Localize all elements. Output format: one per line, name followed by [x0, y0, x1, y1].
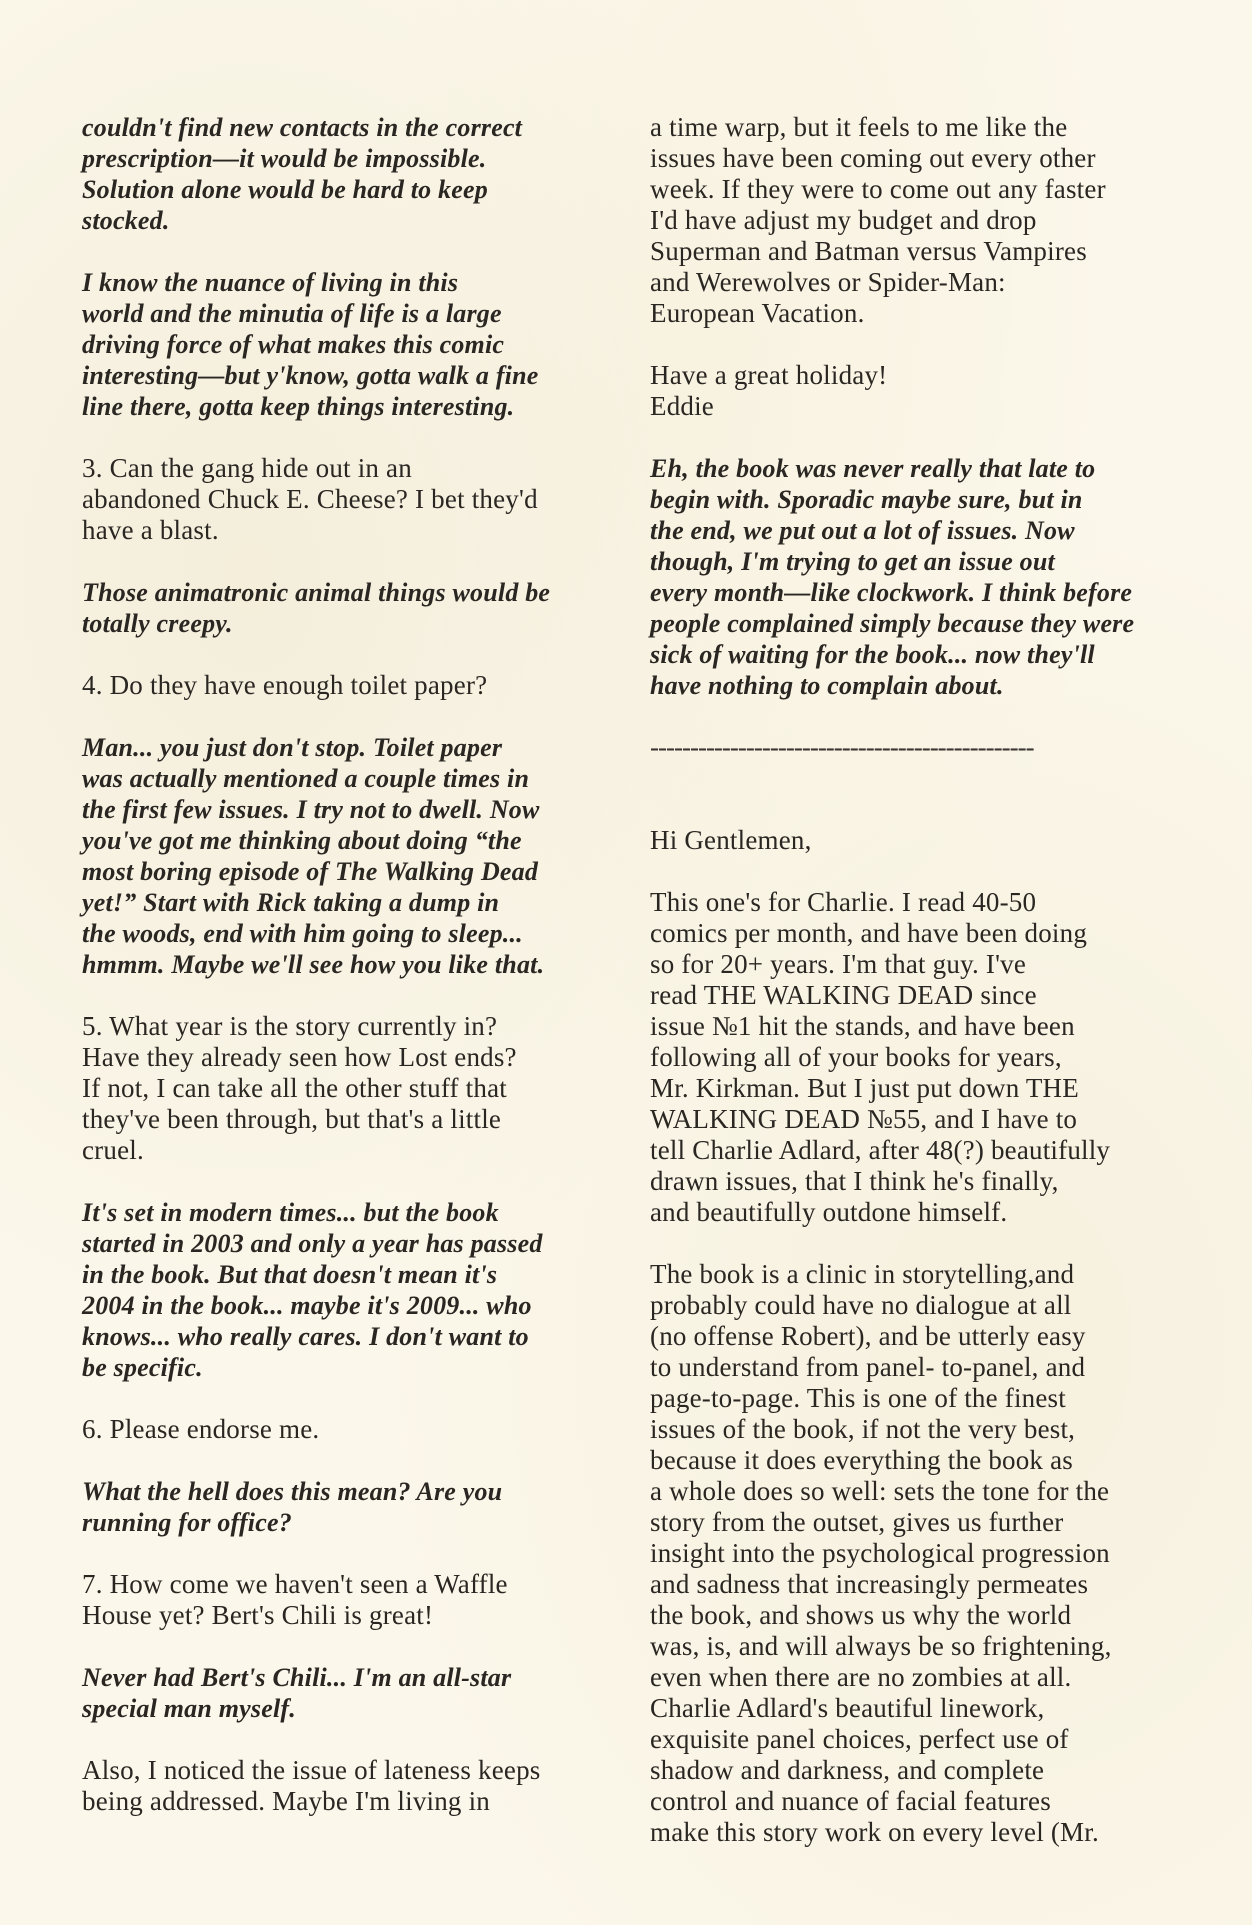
text-line: a whole does so well: sets the tone for the: [650, 1476, 1110, 1506]
text-line: shadow and darkness, and complete: [650, 1755, 1045, 1785]
text-line: issues of the book, if not the very best,: [650, 1414, 1076, 1444]
text-line: knows... who really cares. I don't want to: [82, 1322, 529, 1351]
text-line: House yet? Bert's Chili is great!: [82, 1600, 434, 1630]
text-line: exquisite panel choices, perfect use of: [650, 1724, 1069, 1754]
text-line: issues have been coming out every other: [650, 143, 1096, 173]
text-line: Charlie Adlard's beautiful linework,: [650, 1693, 1045, 1723]
text-line: line there, gotta keep things interesting.: [82, 392, 515, 421]
text-line: to understand from panel- to-panel, and: [650, 1352, 1086, 1382]
text-line: world and the minutia of life is a large: [82, 299, 502, 328]
text-line: have a blast.: [82, 515, 219, 545]
text-line: 2004 in the book... maybe it's 2009... who: [82, 1291, 532, 1320]
text-line: page-to-page. This is one of the finest: [650, 1383, 1066, 1413]
text-line: Mr. Kirkman. But I just put down THE: [650, 1073, 1079, 1103]
reader-letter-paragraph: [82, 1414, 602, 1445]
text-line: Eddie: [650, 391, 714, 421]
text-line: and beautifully outdone himself.: [650, 1197, 1008, 1227]
text-line: comics per month, and have been doing: [650, 918, 1088, 948]
text-line: yet!” Start with Rick taking a dump in: [82, 888, 500, 917]
text-line: the end, we put out a lot of issues. Now: [650, 516, 1075, 545]
text-line: couldn't find new contacts in the correct: [82, 113, 523, 142]
text-line: insight into the psychological progression: [650, 1538, 1110, 1568]
text-line: probably could have no dialogue at all: [650, 1290, 1072, 1320]
reader-letter-paragraph: [82, 1569, 602, 1631]
editor-reply-paragraph: [82, 1197, 602, 1383]
text-line: 4. Do they have enough toilet paper?: [82, 670, 488, 700]
text-line: Never had Bert's Chili... I'm an all-star: [82, 1663, 512, 1692]
text-line: control and nuance of facial features: [650, 1786, 1051, 1816]
text-line: being addressed. Maybe I'm living in: [82, 1786, 490, 1816]
text-line: special man myself.: [82, 1694, 296, 1723]
text-line: cruel.: [82, 1135, 144, 1165]
text-line: I know the nuance of living in this: [82, 268, 459, 297]
text-line: 3. Can the gang hide out in an: [82, 453, 412, 483]
editor-reply-paragraph: [82, 267, 602, 422]
text-line: following all of your books for years,: [650, 1042, 1062, 1072]
section-divider: ------------------------------------------------: [650, 732, 1034, 762]
text-line: so for 20+ years. I'm that guy. I've: [650, 949, 1027, 979]
reader-letter-paragraph: [82, 1755, 602, 1817]
text-line: drawn issues, that I think he's finally,: [650, 1166, 1059, 1196]
text-line: Also, I noticed the issue of lateness keeps: [82, 1755, 541, 1785]
text-line: week. If they were to come out any faster: [650, 174, 1106, 204]
text-line: Those animatronic animal things would be: [82, 578, 551, 607]
text-line: stocked.: [82, 206, 170, 235]
text-line: prescription—it would be impossible.: [82, 144, 487, 173]
text-line: Solution alone would be hard to keep: [82, 175, 488, 204]
right-column: [650, 112, 1180, 1848]
text-line: they've been through, but that's a little: [82, 1104, 502, 1134]
text-line: The book is a clinic in storytelling,and: [650, 1259, 1075, 1289]
text-line: every month—like clockwork. I think before: [650, 578, 1133, 607]
text-line: I'd have adjust my budget and drop: [650, 205, 1037, 235]
reader-letter-paragraph: [650, 112, 1180, 329]
text-line: What the hell does this mean? Are you: [82, 1477, 503, 1506]
editor-reply-paragraph: [82, 1476, 602, 1538]
text-line: be specific.: [82, 1353, 203, 1382]
text-line: make this story work on every level (Mr.: [650, 1817, 1099, 1847]
text-line: 6. Please endorse me.: [82, 1414, 320, 1444]
text-line: hmmm. Maybe we'll see how you like that.: [82, 950, 545, 979]
text-line: story from the outset, gives us further: [650, 1507, 1064, 1537]
text-line: Have they already seen how Lost ends?: [82, 1042, 517, 1072]
text-line: people complained simply because they were: [650, 609, 1135, 638]
text-line: Superman and Batman versus Vampires: [650, 236, 1087, 266]
editor-reply-paragraph: [82, 112, 602, 236]
text-line: abandoned Chuck E. Cheese? I bet they'd: [82, 484, 538, 514]
text-line: European Vacation.: [650, 298, 865, 328]
text-line: If not, I can take all the other stuff that: [82, 1073, 507, 1103]
text-line: begin with. Sporadic maybe sure, but in: [650, 485, 1083, 514]
editor-reply-paragraph: [82, 732, 602, 980]
text-line: 5. What year is the story currently in?: [82, 1011, 498, 1041]
reader-letter-paragraph: [650, 1259, 1180, 1848]
text-line: a time warp, but it feels to me like the: [650, 112, 1068, 142]
text-line: and sadness that increasingly permeates: [650, 1569, 1089, 1599]
reader-letter-paragraph: [82, 670, 602, 701]
text-line: Have a great holiday!: [650, 360, 888, 390]
text-line: driving force of what makes this comic: [82, 330, 505, 359]
text-line: because it does everything the book as: [650, 1445, 1073, 1475]
text-line: Hi Gentlemen,: [650, 825, 812, 855]
text-line: interesting—but y'know, gotta walk a fine: [82, 361, 539, 390]
text-line: This one's for Charlie. I read 40-50: [650, 887, 1037, 917]
text-line: in the book. But that doesn't mean it's: [82, 1260, 498, 1289]
reader-letter-paragraph: [82, 453, 602, 546]
text-line: though, I'm trying to get an issue out: [650, 547, 1055, 576]
text-line: started in 2003 and only a year has passed: [82, 1229, 543, 1258]
text-line: It's set in modern times... but the book: [82, 1198, 499, 1227]
text-line: and Werewolves or Spider-Man:: [650, 267, 1006, 297]
text-line: most boring episode of The Walking Dead: [82, 857, 539, 886]
text-line: 7. How come we haven't seen a Waffle: [82, 1569, 508, 1599]
text-line: read THE WALKING DEAD since: [650, 980, 1037, 1010]
text-line: was, is, and will always be so frightening,: [650, 1631, 1112, 1661]
reader-letter-paragraph: [82, 1011, 602, 1166]
editor-reply-paragraph: [82, 1662, 602, 1724]
text-line: even when there are no zombies at all.: [650, 1662, 1072, 1692]
text-line: have nothing to complain about.: [650, 671, 1004, 700]
reader-letter-paragraph: [650, 825, 1180, 856]
text-line: was actually mentioned a couple times in: [82, 764, 530, 793]
text-line: the woods, end with him going to sleep...: [82, 919, 523, 948]
text-line: running for office?: [82, 1508, 292, 1537]
editor-reply-paragraph: [650, 453, 1180, 701]
text-line: the book, and shows us why the world: [650, 1600, 1072, 1630]
reader-letter-paragraph: [650, 360, 1180, 422]
text-line: WALKING DEAD №55, and I have to: [650, 1104, 1078, 1134]
text-line: totally creepy.: [82, 609, 233, 638]
text-line: Man... you just don't stop. Toilet paper: [82, 733, 503, 762]
text-line: the first few issues. I try not to dwell. Now: [82, 795, 540, 824]
text-line: tell Charlie Adlard, after 48(?) beautifully: [650, 1135, 1111, 1165]
editor-reply-paragraph: [82, 577, 602, 639]
reader-letter-paragraph: [650, 887, 1180, 1228]
text-line: issue №1 hit the stands, and have been: [650, 1011, 1075, 1041]
text-line: sick of waiting for the book... now they'll: [650, 640, 1095, 669]
text-line: you've got me thinking about doing “the: [82, 826, 522, 855]
text-line: Eh, the book was never really that late to: [650, 454, 1096, 483]
left-column: [82, 112, 602, 1817]
text-line: (no offense Robert), and be utterly easy: [650, 1321, 1086, 1351]
